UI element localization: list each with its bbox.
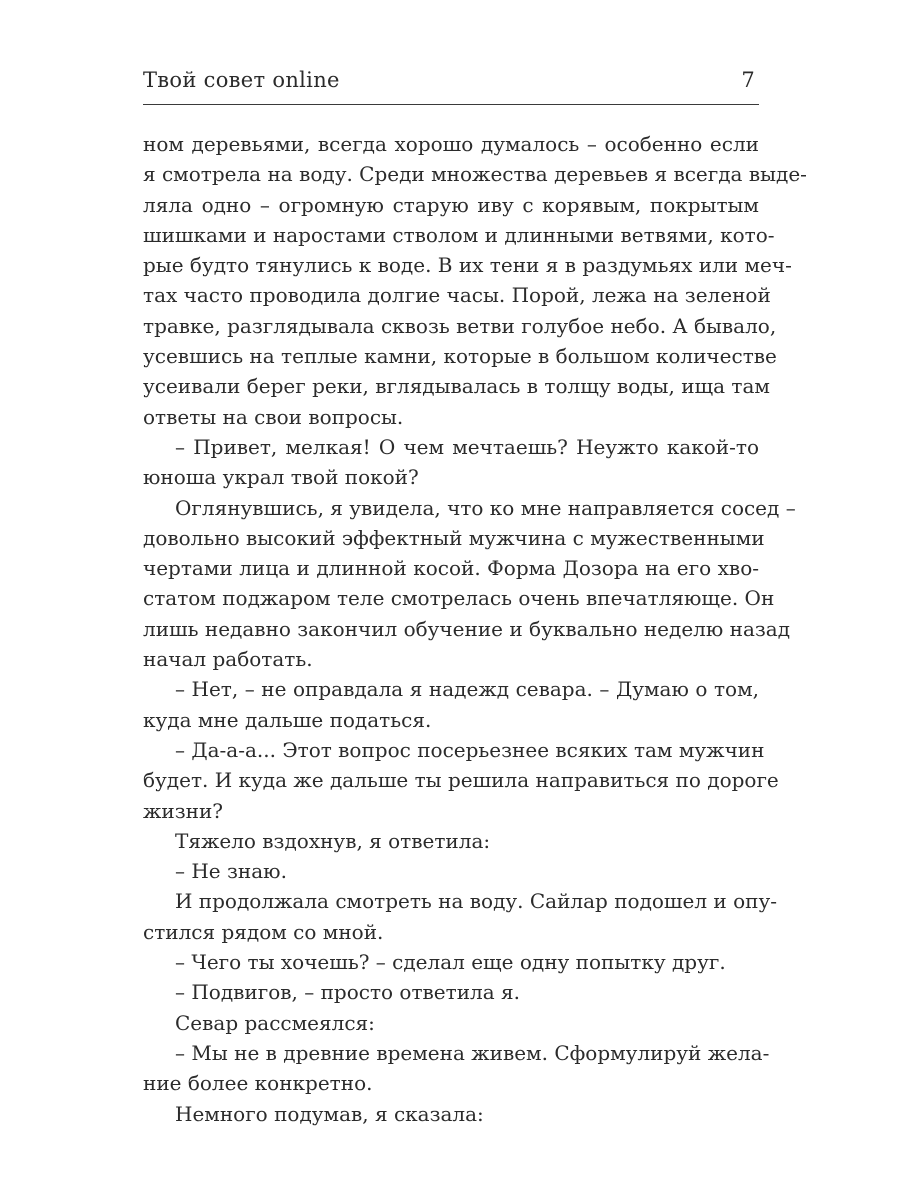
text-line: усевшись на теплые камни, которые в большом количестве [143,344,777,369]
text-line: статом поджаром теле смотрелась очень впечатляюще. Он [143,586,775,611]
header-rule [143,104,759,105]
text-line: – Нет, – не оправдала я надежд севара. – Думаю о том, [175,677,759,702]
text-line: довольно высокий эффектный мужчина с мужественными [143,525,765,550]
text-line: ние более конкретно. [143,1071,373,1096]
book-title: Твой совет online [143,68,340,92]
text-line: стился рядом со мной. [143,919,384,944]
text-line: усеивали берег реки, вглядывалась в толщу воды, ища там [143,374,770,399]
text-line: рые будто тянулись к воде. В их тени я в раздумьях или меч- [143,253,792,278]
text-line: начал работать. [143,647,313,672]
text-line: ном деревьями, всегда хорошо думалось – особенно если [143,132,759,156]
text-line: – Не знаю. [175,859,287,884]
text-line: И продолжала смотреть на воду. Сайлар подошел и опу- [175,889,778,914]
text-line: тах часто проводила долгие часы. Порой, лежа на зеленой [143,283,771,308]
body-text [143,129,807,1129]
text-line: – Подвигов, – просто ответила я. [175,980,520,1005]
text-line: – Да-а-а... Этот вопрос посерьезнее всяких там мужчин [175,737,765,762]
text-line: жизни? [143,798,224,823]
page-number: 7 [741,68,755,92]
text-line: – Привет, мелкая! О чем мечтаешь? Неужто какой-то [175,434,759,459]
text-line: – Мы не в древние времена живем. Сформулируй жела- [175,1040,770,1065]
text-line: шишками и наростами стволом и длинными ветвями, кото- [143,222,775,247]
text-line: Оглянувшись, я увидела, что ко мне направляется сосед – [175,495,796,520]
text-line: Тяжело вздохнув, я ответила: [175,828,491,853]
text-line: ляла одно – огромную старую иву с корявым, покрытым [143,192,759,217]
text-line: Немного подумав, я сказала: [175,1101,484,1126]
text-line: я смотрела на воду. Среди множества деревьев я всегда выде- [143,162,807,187]
running-header [143,66,759,94]
text-line: – Чего ты хочешь? – сделал еще одну попытку друг. [175,950,726,975]
text-line: Севар рассмеялся: [175,1010,375,1035]
text-line: куда мне дальше податься. [143,707,432,732]
text-line: юноша украл твой покой? [143,465,419,490]
text-line: травке, разглядывала сквозь ветви голубое небо. А бывало, [143,313,777,338]
text-line: ответы на свои вопросы. [143,404,404,429]
text-line: чертами лица и длинной косой. Форма Дозора на его хво- [143,556,759,581]
text-line: лишь недавно закончил обучение и буквально неделю назад [143,616,791,641]
text-line: будет. И куда же дальше ты решила направиться по дороге [143,768,779,793]
